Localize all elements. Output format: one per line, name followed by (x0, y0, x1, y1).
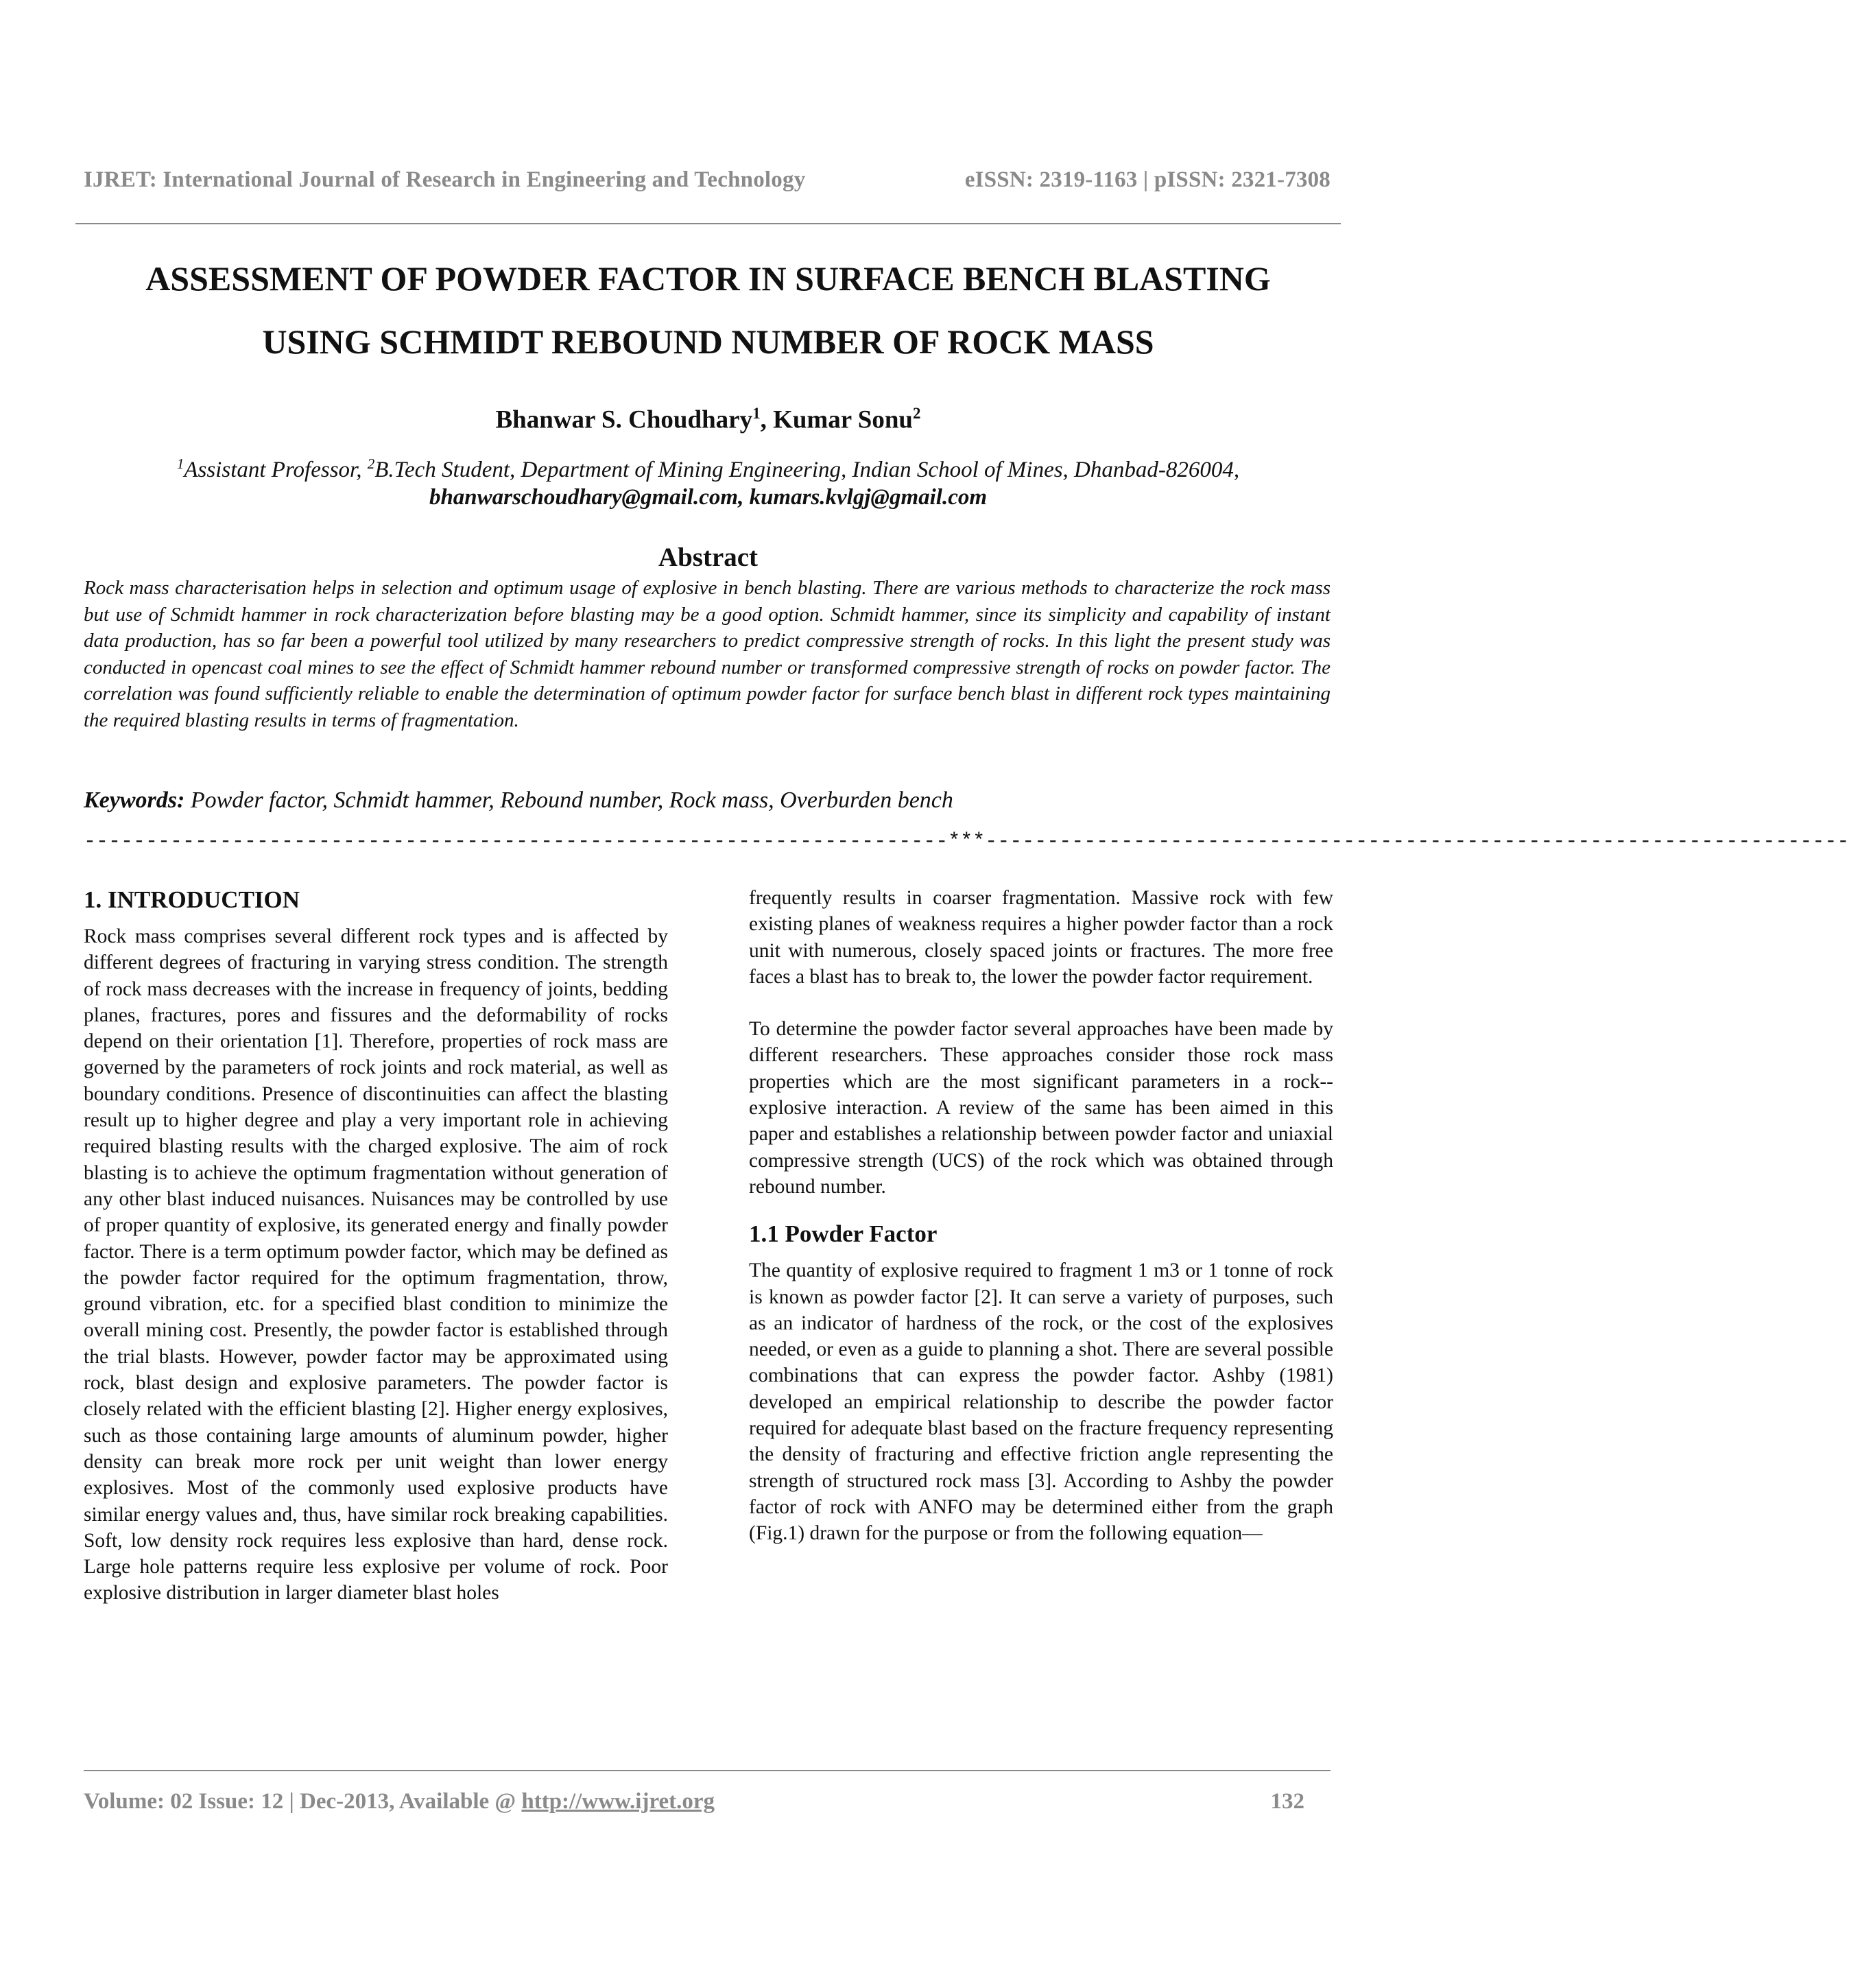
affiliation-line (75, 450, 1341, 484)
journal-name: IJRET: International Journal of Research in Engineering and Technology (84, 167, 806, 192)
keywords-text: Powder factor, Schmidt hammer, Rebound number, Rock mass, Overburden bench (184, 788, 953, 813)
abstract-text: Rock mass characterisation helps in selection and optimum usage of explosive in bench blasting. There are various methods to characterize the rock mass but use of Schmidt hammer in rock characterization before blasting may be a good option. Schmidt hammer, since its simplicity and capability of instant data production, has so far been a powerful tool utilized by many researchers to predict compressive strength of rocks. In this light the present study was conducted in opencast coal mines to see the effect of Schmidt hammer rebound number or transformed compressive strength of rocks on powder factor. The correlation was found sufficiently reliable to enable the determination of optimum powder factor for surface bench blast in different rock types maintaining the required blasting results in terms of fragmentation. (84, 577, 1331, 731)
affil-sup-2: 2 (367, 455, 375, 472)
page-number: 132 (1270, 1789, 1304, 1814)
section-separator: ----------------------------------------------------------------------***---------------------------------------------------------------------- (84, 830, 1849, 853)
authors (75, 405, 1341, 434)
author-2: Kumar Sonu (773, 405, 913, 434)
header-rule (75, 223, 1341, 224)
right-paragraph-1: frequently results in coarser fragmentation. Massive rock with few existing planes of weakness requires a higher powder factor than a rock unit with numerous, closely spaced joints or fractures. The more free faces a blast has to break to, the lower the powder factor requirement. (749, 887, 1333, 988)
powder-factor-heading: 1.1 Powder Factor (749, 1220, 938, 1248)
intro-heading: 1. INTRODUCTION (84, 886, 300, 913)
keywords-label: Keywords: (84, 788, 185, 813)
author-emails: bhanwarschoudhary@gmail.com, kumars.kvlgj@gmail.com (429, 485, 988, 510)
intro-paragraph: Rock mass comprises several different rock types and is affected by different degrees of fracturing in varying stress condition. The strength of rock mass decreases with the increase in frequency of joints, bedding planes, fractures, pores and fissures and the deformability of rocks depend on their orientation [1]. Therefore, properties of rock mass are governed by the parameters of rock joints and rock material, as well as boundary conditions. Presence of discontinuities can affect the blasting result up to higher degree and play a very important role in achieving required blasting results with the charged explosive. The aim of rock blasting is to achieve the optimum fragmentation without generation of any other blast induced nuisances. Nuisances may be controlled by use of proper quantity of explosive, its generated energy and finally powder factor. There is a term optimum powder factor, which may be defined as the powder factor required for the optimum fragmentation, throw, ground vibration, etc. for a specified blast condition to minimize the overall mining cost. Presently, the powder factor is established through the trial blasts. However, powder factor may be approximated using rock, blast design and explosive parameters. The powder factor is closely related with the efficient blasting [2]. Higher energy explosives, such as those containing large amounts of aluminum powder, higher density can break more rock per unit weight than lower energy explosives. Most of the commonly used explosive products have similar energy values and, thus, have similar rock breaking capabilities. Soft, low density rock requires less explosive than hard, dense rock. Large hole patterns require less explosive per volume of rock. Poor explosive distribution in larger diameter blast holes (84, 925, 668, 1605)
abstract-heading: Abstract (658, 543, 759, 572)
author-1-sup: 1 (752, 405, 761, 422)
footer-link[interactable]: http://www.ijret.org (521, 1789, 715, 1814)
keywords (84, 788, 1331, 814)
footer (84, 1789, 1304, 1814)
author-1: Bhanwar S. Choudhary (495, 405, 753, 434)
affil-role-1: Assistant Professor, (184, 458, 368, 482)
author-2-sup: 2 (913, 405, 921, 422)
left-column (84, 885, 668, 1607)
right-paragraph-3: The quantity of explosive required to fragment 1 m3 or 1 tonne of rock is known as powder factor [2]. It can serve a variety of purposes, such as an indicator of hardness of the rock, or the cost of the explosives needed, or even as a guide to planning a shot. There are several possible combinations that can express the powder factor. Ashby (1981) developed an empirical relationship to describe the powder factor required for adequate blast based on the fracture frequency representing the density of fracturing and effective friction angle representing the strength of structured rock mass [3]. According to Ashby the powder factor of rock with ANFO may be determined either from the graph (Fig.1) drawn for the purpose or from the following equation— (749, 1259, 1333, 1545)
footer-rule (84, 1770, 1331, 1771)
affil-sup-1: 1 (176, 455, 184, 472)
title-line-1: ASSESSMENT OF POWDER FACTOR IN SURFACE BENCH BLASTING (145, 259, 1271, 298)
issn: eISSN: 2319-1163 | pISSN: 2321-7308 (964, 167, 1331, 192)
right-column (749, 885, 1333, 1547)
author-separator: , (760, 405, 774, 434)
title-line-2: USING SCHMIDT REBOUND NUMBER OF ROCK MASS (262, 322, 1154, 361)
affiliation (75, 450, 1341, 511)
affil-role-2: B.Tech Student, Department of Mining Engineering, Indian School of Mines, Dhanbad-826004, (374, 458, 1240, 482)
paper-title (75, 247, 1341, 373)
footer-volume: Volume: 02 Issue: 12 | Dec-2013, Available @ (84, 1789, 522, 1814)
right-paragraph-2: To determine the powder factor several approaches have been made by different researchers. These approaches consider those rock mass properties which are the most significant parameters in a rock--explosive interaction. A review of the same has been aimed in this paper and establishes a relationship between powder factor and uniaxial compressive strength (UCS) of the rock which was obtained through rebound number. (749, 1018, 1333, 1198)
